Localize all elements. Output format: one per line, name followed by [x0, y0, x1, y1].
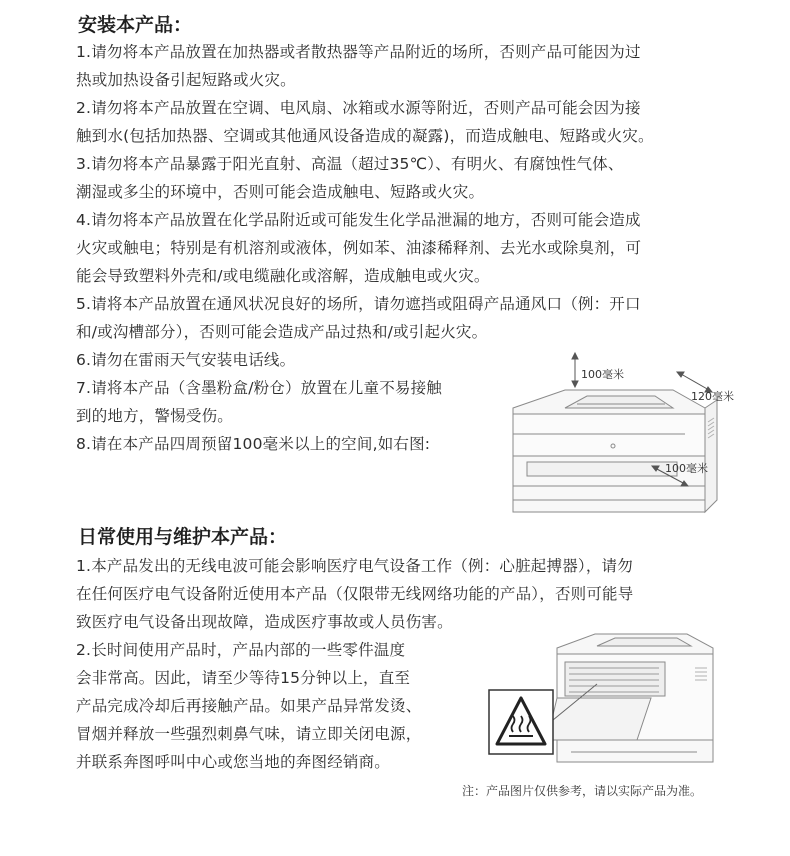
text-line: 潮湿或多尘的环境中，否则可能会造成触电、短路或火灾。	[76, 183, 485, 201]
text-line: 4.请勿将本产品放置在化学品附近或可能发生化学品泄漏的地方，否则可能会造成	[76, 211, 641, 229]
text-line: 7.请将本产品（含墨粉盒/粉仓）放置在儿童不易接触	[76, 379, 443, 397]
text-line: 致医疗电气设备出现故障，造成医疗事故或人员伤害。	[76, 613, 453, 631]
text-line: 在任何医疗电气设备附近使用本产品（仅限带无线网络功能的产品），否则可能导	[76, 585, 634, 603]
text-line: 产品完成冷却后再接触产品。如果产品异常发烫、	[76, 697, 422, 715]
section-title-install: 安装本产品：	[78, 14, 193, 36]
text-line: 1.本产品发出的无线电波可能会影响医疗电气设备工作（例：心脏起搏器），请勿	[76, 557, 633, 575]
text-line: 冒烟并释放一些强烈刺鼻气味，请立即关闭电源，	[76, 725, 422, 743]
text-line: 和/或沟槽部分），否则可能会造成产品过热和/或引起火灾。	[76, 323, 488, 341]
text-line: 到的地方，警惕受伤。	[76, 407, 234, 425]
text-line: 3.请勿将本产品暴露于阳光直射、高温（超过35℃）、有明火、有腐蚀性气体、	[76, 155, 624, 173]
text-line: 触到水(包括加热器、空调或其他通风设备造成的凝露)，而造成触电、短路或火灾。	[76, 127, 654, 145]
text-line: 火灾或触电；特别是有机溶剂或液体，例如苯、油漆稀释剂、去光水或除臭剂，可	[76, 239, 642, 257]
clearance-label-side: 120毫米	[691, 390, 734, 403]
text-line: 2.请勿将本产品放置在空调、电风扇、冰箱或水源等附近，否则产品可能会因为接	[76, 99, 641, 117]
section-title-maintenance: 日常使用与维护本产品：	[78, 526, 288, 548]
footer-note: 注：产品图片仅供参考，请以实际产品为准。	[462, 784, 703, 798]
text-line: 1.请勿将本产品放置在加热器或者散热器等产品附近的场所，否则产品可能因为过	[76, 43, 641, 61]
clearance-label-top: 100毫米	[581, 368, 624, 381]
printer-clearance-figure	[505, 350, 745, 530]
text-line: 5.请将本产品放置在通风状况良好的场所，请勿遮挡或阻碍产品通风口（例：开口	[76, 295, 641, 313]
text-line: 2.长时间使用产品时，产品内部的一些零件温度	[76, 641, 406, 659]
text-line: 能会导致塑料外壳和/或电缆融化或溶解，造成触电或火灾。	[76, 267, 490, 285]
clearance-label-front: 100毫米	[665, 462, 708, 475]
text-line: 6.请勿在雷雨天气安装电话线。	[76, 351, 296, 369]
hot-surface-figure	[487, 628, 722, 768]
text-line: 8.请在本产品四周预留100毫米以上的空间,如右图:	[76, 435, 431, 453]
text-line: 并联系奔图呼叫中心或您当地的奔图经销商。	[76, 753, 391, 771]
text-line: 热或加热设备引起短路或火灾。	[76, 71, 296, 89]
text-line: 会非常高。因此，请至少等待15分钟以上，直至	[76, 669, 411, 687]
